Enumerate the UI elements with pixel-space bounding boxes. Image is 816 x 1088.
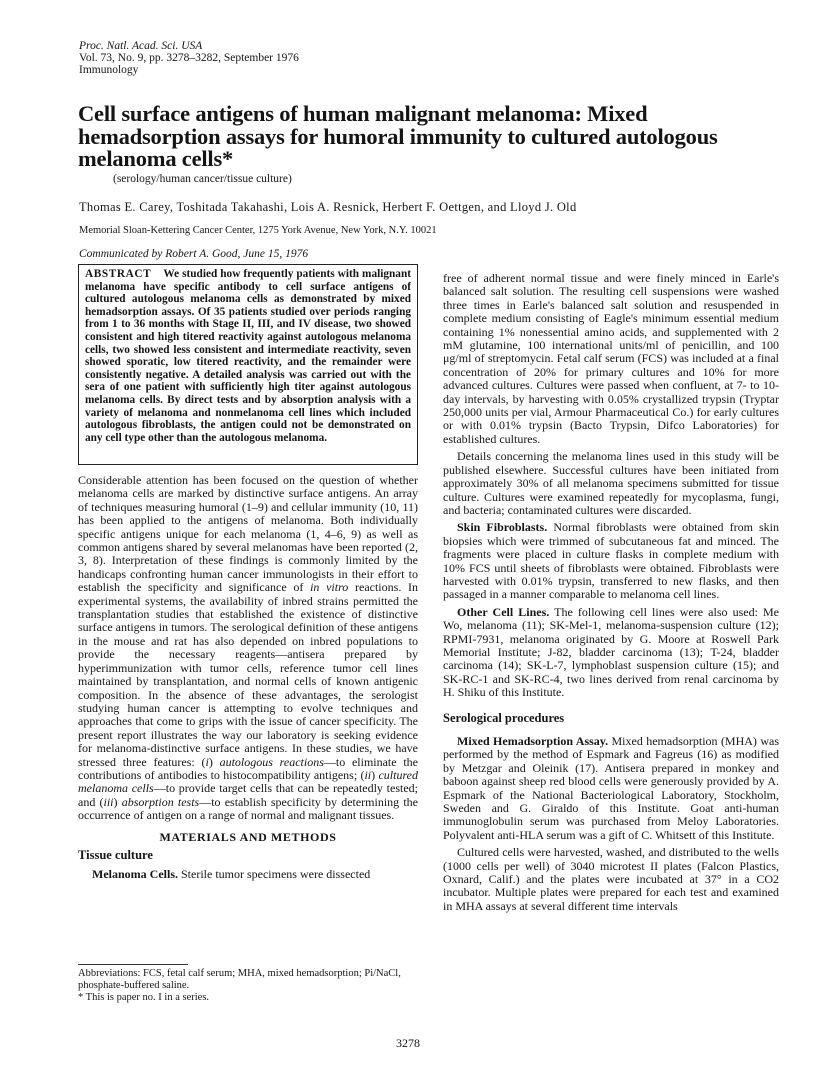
subsection-heading-serology: Serological procedures xyxy=(443,710,565,725)
abstract-box xyxy=(78,264,418,465)
intro-paragraph: Considerable attention has been focused on the question of whether melanoma cells are marked by distinctive surface antigens. An array of techniques measuring humoral (1–9) and cellular immunity (10, 11) has been applied to the antigens of melanoma. Both individually specific antigens unique for each melanoma (1, 4–6, 9) as well as common antigens shared by several melanomas have been reported (2, 3, 8). Interpretation of these findings is commonly limited by the handicaps confronting human cancer immunologists in their effort to establish the specificity and significance of in vitro reactions. In experimental systems, the availability of inbred strains permitted the transplantation studies that established the existence of distinctive surface antigens in tumors. The serological definition of these antigens in the mouse and rat has also depended on inbred populations to provide the necessary reagents—antisera prepared by hyperimmunization with tumor cells, reference tumor cell lines maintained by transplantation, and normal cells of known antigenic composition. In the absence of these advantages, the serologist studying human cancer is attempting to evolve techniques and approaches that come to grips with the issue of cancer specificity. The present report illustrates the way our laboratory is seeking evidence for melanoma-distinctive surface antigens. In these studies, we have stressed three features: (i) autologous reactions—to eliminate the contributions of antibodies to histocompatibility antigens; (ii) cultured melanoma cells—to provide target cells that can be repeatedly tested; and (iii) absorption tests—to establish specificity by determining the occurrence of antigen on a range of normal and malignant tissues. xyxy=(78,473,419,823)
other-cell-lines-paragraph: Other Cell Lines. The following cell lines were also used: Me Wo, melanoma (11); SK-Mel-1, melanoma-suspension culture (12); RPMI-7931, melanoma originated by G. Moore at Roswell Park Memorial Institute; J-82, bladder carcinoma (13); T-24, bladder carcinoma (14); SK-L-7, lymphoblast suspension culture (15); and SK-RC-1 and SK-RC-4, two lines derived from renal carcinoma by H. Shiku of this Institute. xyxy=(443,604,780,700)
section-label: Immunology xyxy=(79,64,139,76)
paper-title: Cell surface antigens of human malignant melanoma: Mixed hemadsorption assays for humoral immunity to cultured autologous melanoma cells* xyxy=(78,101,718,171)
melanoma-lines-details: Details concerning the melanoma lines used in this study will be published elsewhere. Successful cultures have been initiated from approximately 30% of all melanoma specimens submitted for tissue culture. Cultures were examined repeatedly for mycoplasma, fungi, and bacteria; contaminated cultures were discarded. xyxy=(443,449,779,517)
volume-info: Vol. 73, No. 9, pp. 3278–3282, September 1976 xyxy=(79,52,299,64)
right-column xyxy=(443,272,779,913)
abstract-label: ABSTRACT xyxy=(85,268,152,280)
keywords: (serology/human cancer/tissue culture) xyxy=(113,173,292,185)
skin-fibroblasts-paragraph: Skin Fibroblasts. Normal fibroblasts were obtained from skin biopsies which were trimmed of subcutaneous fat and minced. The fragments were placed in culture flasks in complete medium with 10% FCS until sheets of fibroblasts were obtained. Fibroblasts were harvested with 0.01% trypsin, transferred to new flasks, and then passaged in a manner comparable to melanoma cell lines. xyxy=(443,520,779,602)
abstract-text: We studied how frequently patients with malignant melanoma have specific antibody to cell surface antigens of cultured autologous melanoma cells as demonstrated by mixed hemadsorption assays. Of 35 patients studied over periods ranging from 1 to 36 months with Stage II, III, and IV disease, two showed consistent and high titered reactivity against autologous melanoma cells, two showed less consistent and intermediate reactivity, seven showed sporatic, low titered reactivity, and the remainder were consistently negative. A detailed analysis was carried out with the sera of one patient with sufficiently high titer against autologous melanoma cells. By direct tests and by absorption analysis with a variety of melanoma and nonmelanoma cell lines which included autologous fibroblasts, the antigen could not be demonstrated on any cell type other than the autologous melanoma. xyxy=(85,268,412,444)
melanoma-cells-paragraph: Melanoma Cells. Sterile tumor specimens were dissected xyxy=(92,867,371,882)
section-heading-materials: MATERIALS AND METHODS xyxy=(159,829,337,844)
footnotes xyxy=(78,968,418,1004)
footnote-rule xyxy=(78,964,188,965)
subsection-heading-tissue-culture: Tissue culture xyxy=(78,847,153,862)
page-number: 3278 xyxy=(396,1036,420,1050)
mha-paragraph: Mixed Hemadsorption Assay. Mixed hemadsorption (MHA) was performed by the method of Espmark and Fagreus (16) as modified by Metzgar and Oleinik (17). Antisera prepared in monkey and baboon against sheep red blood cells were generously provided by A. Espmark of the National Bacteriological Laboratory, Stockholm, Sweden and G. Giraldo of this Institute. Goat anti-human immunoglobulin serum was purchased from Meloy Laboratories. Polyvalent anti-HLA serum was a gift of C. Whitsett of this Institute. xyxy=(443,734,779,842)
cell-harvest-paragraph: Cultured cells were harvested, washed, and distributed to the wells (1000 cells per well) of 3040 microtest II plates (Falcon Plastics, Oxnard, Calif.) and the plates were incubated at 37° in a CO2 incubator. Multiple plates were prepared for each test and examined in MHA assays at several different time intervals xyxy=(443,845,779,913)
journal-name: Proc. Natl. Acad. Sci. USA xyxy=(79,40,203,52)
footnote-abbreviations: Abbreviations: FCS, fetal calf serum; MHA, mixed hemadsorption; Pi/NaCl, phosphate-buffered saline. xyxy=(78,968,401,991)
affiliation: Memorial Sloan-Kettering Cancer Center, 1275 York Avenue, New York, N.Y. 10021 xyxy=(79,225,437,236)
footnote-series: * This is paper no. I in a series. xyxy=(78,992,210,1003)
left-column xyxy=(78,474,418,882)
communicated-by: Communicated by Robert A. Good, June 15, 1976 xyxy=(79,248,309,260)
melanoma-cells-continued: free of adherent normal tissue and were finely minced in Earle's balanced salt solution. The resulting cell suspensions were washed three times in Earle's balanced salt solution and resuspended in complete medium consisting of Eagle's minimum essential medium containing 1% nonessential amino acids, and supplemented with 2 mM glutamine, 100 international units/ml of penicillin, and 100 μg/ml of streptomycin. Fetal calf serum (FCS) was included at a final concentration of 20% for primary cultures and 10% for more advanced cultures. Cultures were passed when confluent, at 7- to 10-day intervals, by harvesting with 0.05% crystallized trypsin (Tryptar 250,000 units per vial, Armour Pharmaceutical Co.) for early cultures or with 0.01% trypsin (Bacto Trypsin, Difco Laboratories) for established cultures. xyxy=(443,271,779,446)
authors: Thomas E. Carey, Toshitada Takahashi, Lois A. Resnick, Herbert F. Oettgen, and Lloyd J. Old xyxy=(79,200,577,214)
